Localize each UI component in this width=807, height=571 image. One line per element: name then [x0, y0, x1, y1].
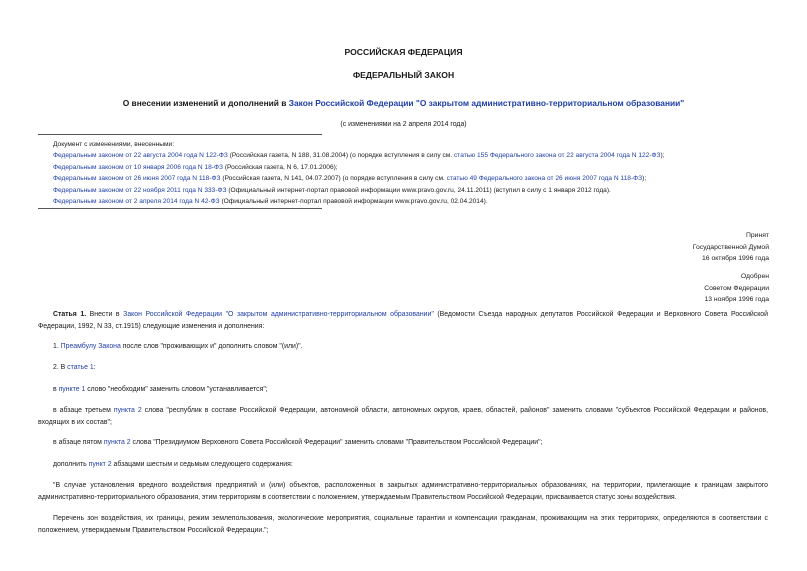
title-law-link[interactable]: Закон Российской Федерации "О закрытом административно-территориальном образовании" — [288, 98, 685, 108]
item-2-paragraph — [38, 362, 768, 374]
amending-law-source: (Официальный интернет-портал правовой информации www.pravo.gov.ru, 02.04.2014). — [219, 198, 488, 206]
country-heading: РОССИЙСКАЯ ФЕДЕРАЦИЯ — [344, 47, 463, 57]
text-run: (Ведомости Съезда народных депутатов Российской Федерации и Верховного Совета Российской Федерации, 1992, N 33, ст.1915) следующие изменения и дополнения: — [38, 311, 768, 330]
changes-intro: Документ с изменениями, внесенными: — [53, 141, 175, 148]
changes-item — [53, 185, 665, 196]
text-run: в абзаце третьем — [53, 407, 114, 414]
item-number: 1. — [53, 343, 61, 350]
text-run: Внести в — [86, 311, 124, 318]
adoption-line: Принят — [745, 232, 769, 239]
changes-item — [53, 162, 665, 173]
changes-bottom-divider — [38, 208, 322, 209]
text-run: : — [93, 364, 96, 371]
amendment-paragraph — [38, 405, 768, 429]
amending-law-link[interactable]: Федеральным законом от 2 апреля 2014 года N 42-ФЗ — [53, 198, 220, 206]
approval-line: Одобрен — [740, 273, 769, 280]
amending-law-article-link[interactable]: статью 155 Федерального закона от 22 августа 2004 года N 122-ФЗ — [454, 152, 661, 160]
text-run: "В случае установления вредного воздействия предприятий и (или) объектов, расположенных в закрытых административно-территориальных образованиях, на территории, прилегающие к границам закрытого административно-территориального образования, этим территориям в соответствии с положением, утверждаемым Правительством Российской Федерации, присваивается статус зоны воздействия. — [38, 482, 768, 501]
changes-item — [53, 150, 665, 161]
article-1-link[interactable]: статье 1 — [67, 364, 94, 371]
amending-law-source: (Официальный интернет-портал правовой информации www.pravo.gov.ru, 24.11.2011) (вступил в силу с 1 января 2012 года). — [226, 186, 611, 194]
amendment-paragraph — [38, 384, 768, 396]
clause-2-link[interactable]: пункта 2 — [113, 407, 142, 414]
amending-law-source: (Российская газета, N 141, 04.07.2007) (о порядке вступления в силу см. — [220, 175, 447, 183]
doc-type-heading: ФЕДЕРАЛЬНЫЙ ЗАКОН — [352, 70, 455, 80]
amendment-paragraph — [38, 437, 768, 449]
amending-law-source: (Российская газета, N 6, 17.01.2006); — [223, 163, 338, 171]
document-subtitle: (с изменениями на 2 апреля 2014 года) — [340, 121, 467, 128]
amending-law-end: ); — [660, 152, 665, 160]
text-run: дополнить — [53, 461, 89, 468]
text-run: слова "республик в составе Российской Федерации, автономной области, автономных округов, краев, областей, районов" заменить словами "субъектов Российской Федерации и районов, входящих в их состав"; — [38, 407, 769, 426]
adoption-date: 16 октября 1996 года — [702, 255, 769, 263]
text-run: слова "Президиумом Верховного Совета Российской Федерации" заменить словами "Правительством Российской Федерации"; — [130, 439, 543, 446]
amending-law-end: ); — [642, 175, 647, 183]
document-title — [0, 98, 807, 108]
preamble-link[interactable]: Преамбулу Закона — [60, 343, 121, 350]
amending-law-link[interactable]: Федеральным законом от 10 января 2006 года N 18-ФЗ — [53, 163, 223, 171]
amending-law-link[interactable]: Федеральным законом от 22 ноября 2011 года N 333-ФЗ — [53, 186, 227, 194]
quoted-paragraph — [38, 513, 768, 537]
quoted-paragraph — [38, 480, 768, 504]
text-run: 2. В — [53, 364, 68, 371]
amendment-paragraph — [38, 459, 768, 471]
text-run: абзацами шестым и седьмым следующего содержания: — [111, 461, 293, 468]
article-label: Статья 1. — [53, 311, 87, 318]
text-run: Перечень зон воздействия, их границы, режим землепользования, экологические мероприятия, социальные гарантии и компенсации гражданам, проживающим на этих территориях, определяются в соответствии с положением, утверждаемым Правительством Российской Федерации."; — [38, 515, 768, 534]
adoption-line: Государственной Думой — [692, 243, 769, 251]
text-run: в — [53, 386, 59, 393]
text-run: слово "необходим" заменить словом "устанавливается"; — [85, 386, 268, 393]
amending-law-link[interactable]: Федеральным законом от 22 августа 2004 года N 122-ФЗ — [53, 152, 228, 160]
article-1-paragraph — [38, 309, 768, 333]
law-link[interactable]: Закон Российской Федерации "О закрытом административно-территориальном образовании" — [123, 311, 434, 318]
amending-law-article-link[interactable]: статью 49 Федерального закона от 26 июня 2007 года N 118-ФЗ — [446, 175, 643, 183]
text-run: в абзаце пятом — [53, 439, 104, 446]
clause-2-link[interactable]: пункта 2 — [103, 439, 131, 446]
clause-1-link[interactable]: пункте 1 — [58, 386, 86, 393]
adoption-block — [693, 230, 769, 265]
clause-2-link[interactable]: пункт 2 — [88, 461, 112, 468]
approval-block — [704, 271, 769, 306]
changes-top-divider — [38, 134, 322, 135]
amending-law-source: (Российская газета, N 188, 31.08.2004) (о порядке вступления в силу см. — [227, 152, 454, 160]
changes-item — [53, 196, 665, 207]
title-prefix: О внесении изменений и дополнений в — [122, 98, 289, 108]
approval-line: Советом Федерации — [704, 284, 769, 292]
text-run: после слов "проживающих и" дополнить словом "(или)". — [120, 343, 303, 350]
amending-law-link[interactable]: Федеральным законом от 26 июня 2007 года N 118-ФЗ — [53, 175, 221, 183]
item-1-paragraph — [38, 341, 768, 353]
changes-item — [53, 173, 665, 184]
changes-list — [53, 139, 665, 207]
approval-date: 13 ноября 1996 года — [704, 296, 769, 304]
